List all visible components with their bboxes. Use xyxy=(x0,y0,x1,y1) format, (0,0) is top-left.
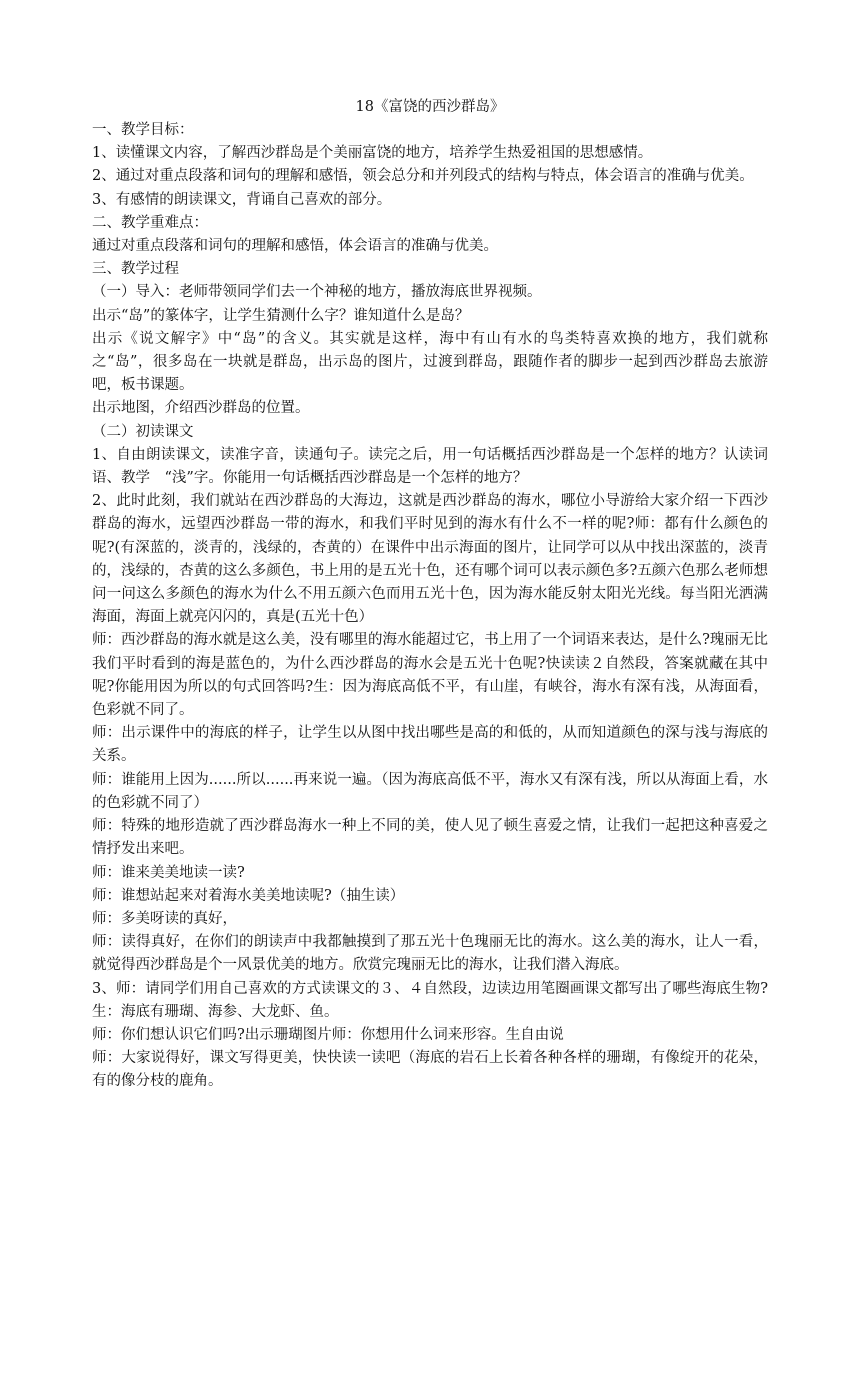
paragraph: 师：特殊的地形造就了西沙群岛海水一种上不同的美，使人见了顿生喜爱之情，让我们一起把这种喜爱之情抒发出来吧。 xyxy=(92,818,768,858)
paragraph: 三、教学过程 xyxy=(92,261,179,278)
paragraph: 出示“岛”的篆体字，让学生猜测什么字？谁知道什么是岛？ xyxy=(92,307,470,324)
paragraph: （二）初读课文 xyxy=(92,423,194,440)
paragraph: 2、通过对重点段落和词句的理解和感悟，领会总分和并列段式的结构与特点，体会语言的准确与优美。 xyxy=(92,168,754,185)
paragraph: 师：你们想认识它们吗?出示珊瑚图片师：你想用什么词来形容。生自由说 xyxy=(92,1026,564,1043)
paragraph: （一）导入：老师带领同学们去一个神秘的地方，播放海底世界视频。 xyxy=(92,284,542,301)
paragraph: 师：西沙群岛的海水就是这么美，没有哪里的海水能超过它，书上用了一个词语来表达，是什么?瑰丽无比我们平时看到的海是蓝色的，为什么西沙群岛的海水会是五光十色呢?快读读２自然段，答案就藏在其中呢?你能用因为所以的句式回答吗?生：因为海底高低不平，有山崖，有峡谷，海水有深有浅，从海面看，色彩就不同了。 xyxy=(92,632,768,719)
paragraph: 出示地图，介绍西沙群岛的位置。 xyxy=(92,400,310,417)
document-page xyxy=(92,96,768,1094)
paragraph: 出示《说文解字》中“岛”的含义。其实就是这样，海中有山有水的鸟类特喜欢换的地方，我们就称之“岛”，很多岛在一块就是群岛，出示岛的图片，过渡到群岛，跟随作者的脚步一起到西沙群岛去旅游吧，板书课题。 xyxy=(92,330,768,394)
paragraph: 师：读得真好，在你们的朗读声中我都触摸到了那五光十色瑰丽无比的海水。这么美的海水，让人一看，就觉得西沙群岛是个一风景优美的地方。欣赏完瑰丽无比的海水，让我们潜入海底。 xyxy=(92,934,768,974)
paragraph: 师：谁能用上因为......所以......再来说一遍。（因为海底高低不平，海水又有深有浅，所以从海面上看，水的色彩就不同了） xyxy=(92,771,768,811)
paragraph: 师：谁来美美地读一读? xyxy=(92,864,245,881)
document-body xyxy=(92,119,768,1094)
paragraph: 一、教学目标： xyxy=(92,122,194,138)
paragraph: 师：大家说得好，课文写得更美，快快读一读吧（海底的岩石上长着各种各样的珊瑚，有像绽开的花朵，有的像分枝的鹿角。 xyxy=(92,1050,768,1090)
paragraph: 1、读懂课文内容，了解西沙群岛是个美丽富饶的地方，培养学生热爱祖国的思想感情。 xyxy=(92,145,653,162)
document-title: 18《富饶的西沙群岛》 xyxy=(355,99,505,115)
paragraph: 1、自由朗读课文，读准字音，读通句子。读完之后，用一句话概括西沙群岛是一个怎样的地方？认读词语、教学 “浅”字。你能用一句话概括西沙群岛是一个怎样的地方？ xyxy=(92,446,768,487)
paragraph: 通过对重点段落和词句的理解和感悟，体会语言的准确与优美。 xyxy=(92,238,498,255)
paragraph: 师：多美呀读的真好， xyxy=(92,910,237,927)
paragraph: 师：谁想站起来对着海水美美地读呢?（抽生读） xyxy=(92,887,405,904)
paragraph: 师：出示课件中的海底的样子，让学生以从图中找出哪些是高的和低的，从而知道颜色的深与浅与海底的关系。 xyxy=(92,725,768,765)
paragraph: 2、此时此刻，我们就站在西沙群岛的大海边，这就是西沙群岛的海水，哪位小导游给大家介绍一下西沙群岛的海水，远望西沙群岛一带的海水，和我们平时见到的海水有什么不一样的呢?师：都有什么颜色的呢?(有深蓝的，淡青的，浅绿的，杏黄的）在课件中出示海面的图片，让同学可以从中找出深蓝的，淡青的，浅绿的，杏黄的这么多颜色，书上用的是五光十色，还有哪个词可以表示颜色多?五颜六色那么老师想问一问这么多颜色的海水为什么不用五颜六色而用五光十色，因为海水能反射太阳光光线。每当阳光洒满海面，海面上就亮闪闪的，真是(五光十色） xyxy=(92,493,768,626)
paragraph: 二、教学重难点： xyxy=(92,214,208,231)
paragraph: 3、师：请同学们用自己喜欢的方式读课文的３、４自然段，边读边用笔圈画课文都写出了哪些海底生物?生：海底有珊瑚、海参、大龙虾、鱼。 xyxy=(92,980,768,1020)
paragraph: 3、有感情的朗读课文，背诵自己喜欢的部分。 xyxy=(92,191,392,208)
